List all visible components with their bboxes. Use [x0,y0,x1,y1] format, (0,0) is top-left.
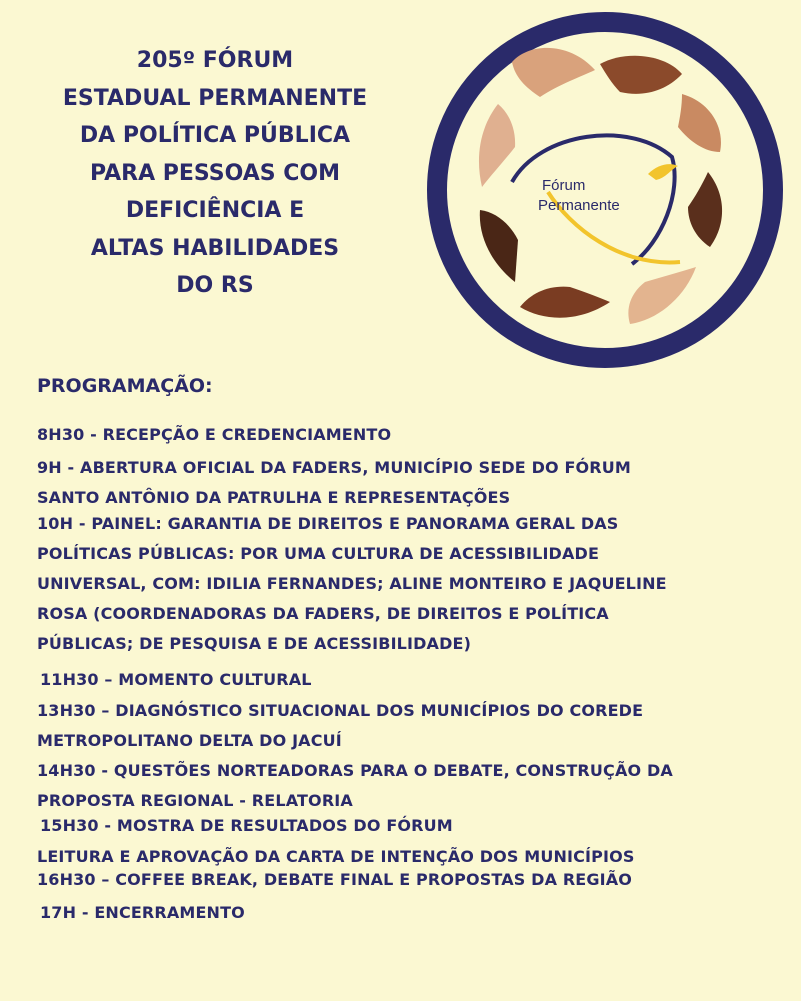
event-title [20,42,410,305]
title-line: PARA PESSOAS COM [90,160,340,186]
program-line: PÚBLICAS; DE PESQUISA E DE ACESSIBILIDADE) [37,634,472,653]
program-line: 14H30 - QUESTÕES NORTEADORAS PARA O DEBATE, CONSTRUÇÃO DA [37,761,673,780]
title-line: DEFICIÊNCIA E [125,198,305,223]
program-line: UNIVERSAL, COM: IDILIA FERNANDES; ALINE MONTEIRO E JAQUELINE [37,574,667,593]
program-line: 13H30 – DIAGNÓSTICO SITUACIONAL DOS MUNICÍPIOS DO COREDE [37,701,644,720]
logo-text-line2: Permanente [538,197,620,214]
program-heading: PROGRAMAÇÃO: [37,375,213,397]
title-line: DA POLÍTICA PÚBLICA [79,123,351,148]
title-line: ESTADUAL PERMANENTE [62,85,368,111]
program-line: SANTO ANTÔNIO DA PATRULHA E REPRESENTAÇÕES [37,488,511,507]
program-line: 17H - ENCERRAMENTO [40,903,245,922]
program-line: 8H30 - RECEPÇÃO E CREDENCIAMENTO [37,425,392,444]
logo-text-line1: Fórum [542,177,586,194]
program-line: 9H - ABERTURA OFICIAL DA FADERS, MUNICÍPIO SEDE DO FÓRUM [37,458,631,477]
program-line: 15H30 - MOSTRA DE RESULTADOS DO FÓRUM [40,816,453,835]
program-line: LEITURA E APROVAÇÃO DA CARTA DE INTENÇÃO DOS MUNICÍPIOS [37,847,635,866]
program-line: POLÍTICAS PÚBLICAS: POR UMA CULTURA DE ACESSIBILIDADE [37,544,600,563]
forum-logo [420,2,790,378]
program-line: ROSA (COORDENADORAS DA FADERS, DE DIREITOS E POLÍTICA [37,604,609,623]
title-line: 205º FÓRUM [136,48,294,73]
program-line: 16H30 – COFFEE BREAK, DEBATE FINAL E PROPOSTAS DA REGIÃO [37,870,633,889]
program-line: 11H30 – MOMENTO CULTURAL [40,670,312,689]
title-line: DO RS [176,273,254,298]
program-line: 10H - PAINEL: GARANTIA DE DIREITOS E PANORAMA GERAL DAS [37,514,619,533]
program-line: METROPOLITANO DELTA DO JACUÍ [37,731,342,750]
title-line: ALTAS HABILIDADES [90,235,340,261]
program-line: PROPOSTA REGIONAL - RELATORIA [37,791,353,810]
